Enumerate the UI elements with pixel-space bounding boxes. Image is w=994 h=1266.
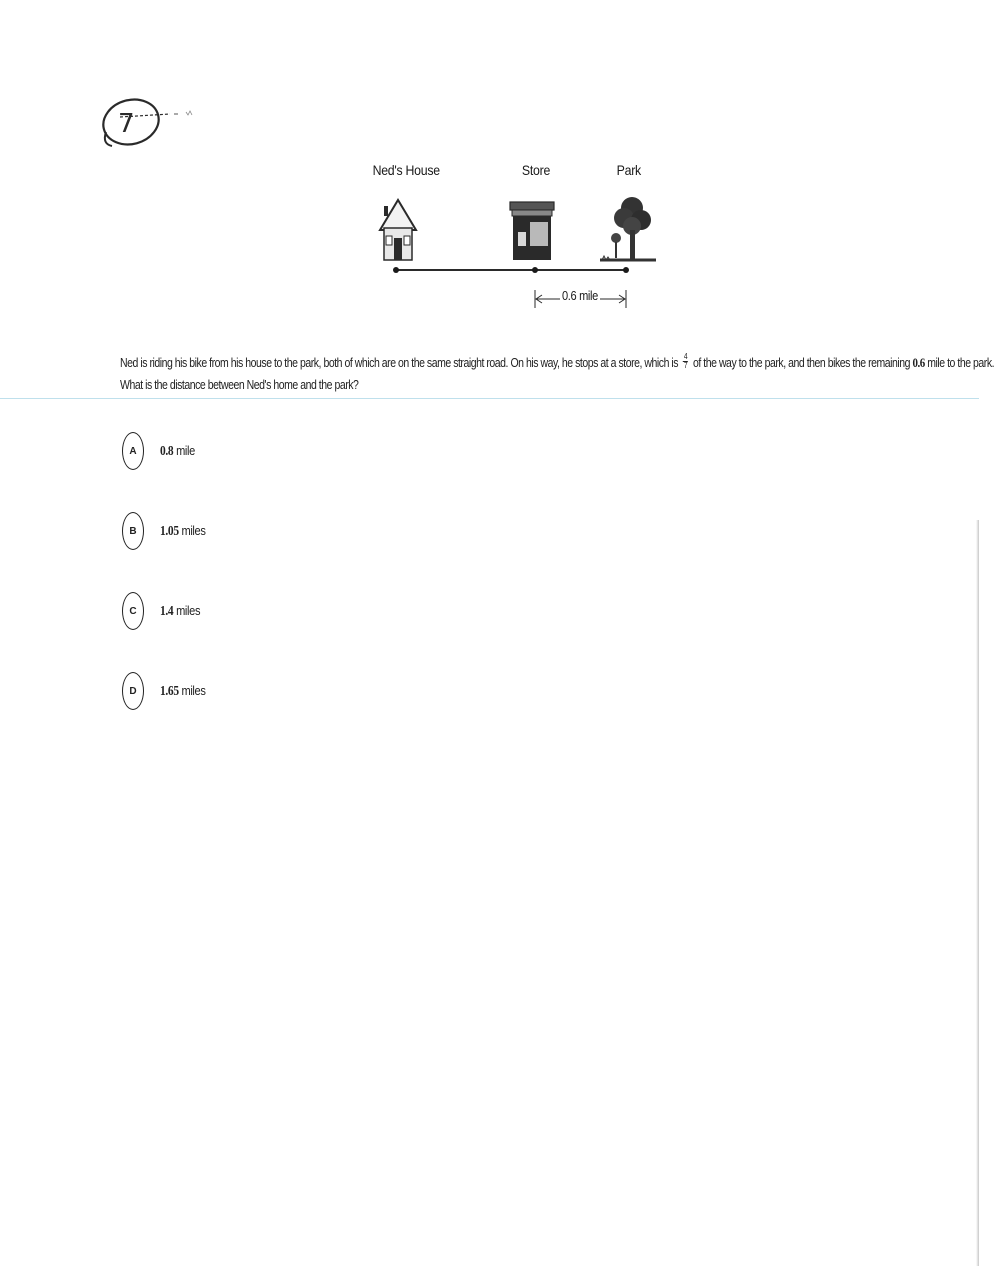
question-text-end: mile to the park. — [924, 356, 994, 370]
handwritten-problem-number — [98, 92, 208, 162]
answer-option-c[interactable] — [122, 592, 322, 632]
question-text — [120, 352, 994, 396]
store-icon — [510, 202, 554, 260]
question-text-middle: of the way to the park, and then bikes the remaining — [690, 356, 913, 370]
park-point — [623, 267, 629, 273]
answer-unit-d: miles — [178, 683, 206, 698]
tree-icon — [600, 197, 656, 260]
answer-unit-c: miles — [173, 603, 201, 618]
store-point — [532, 267, 538, 273]
fraction-denominator: 7 — [683, 361, 688, 371]
page-edge-shadow — [976, 520, 979, 1266]
road-diagram — [360, 158, 670, 318]
answer-option-d[interactable] — [122, 672, 322, 712]
distance-label: 0.6 mile — [562, 288, 598, 303]
scan-line — [0, 398, 979, 399]
answer-value-a: 0.8 — [160, 443, 174, 458]
circled-number-icon — [98, 92, 208, 162]
remaining-distance: 0.6 — [912, 355, 925, 370]
answer-text-a — [160, 443, 195, 459]
answer-value-d: 1.65 — [160, 683, 179, 698]
store-label: Store — [521, 162, 551, 178]
question-text-start: Ned is riding his bike from his house to the park, both of which are on the same straight road. On his way, he stops at a store, which is — [120, 356, 681, 370]
answer-text-c — [160, 603, 200, 619]
question-line-1 — [120, 352, 994, 374]
question-line-2: What is the distance between Ned's home and the park? — [120, 378, 359, 392]
problem-number: 7 — [118, 109, 135, 139]
answer-value-b: 1.05 — [160, 523, 179, 538]
answer-bubble-c[interactable]: C — [122, 592, 144, 630]
answer-option-a[interactable] — [122, 432, 322, 472]
house-label: Ned's House — [372, 162, 440, 178]
fraction-numerator: 4 — [683, 352, 688, 362]
house-icon — [380, 200, 416, 260]
answer-unit-a: mile — [173, 443, 195, 458]
answer-text-b — [160, 523, 206, 539]
road-svg — [360, 158, 670, 318]
park-label: Park — [616, 162, 641, 178]
answer-bubble-b[interactable]: B — [122, 512, 144, 550]
fraction — [683, 353, 688, 370]
answer-unit-b: miles — [178, 523, 206, 538]
answer-value-c: 1.4 — [160, 603, 174, 618]
answer-bubble-d[interactable]: D — [122, 672, 144, 710]
house-point — [393, 267, 399, 273]
answer-bubble-a[interactable]: A — [122, 432, 144, 470]
answer-text-d — [160, 683, 206, 699]
answer-option-b[interactable] — [122, 512, 322, 552]
